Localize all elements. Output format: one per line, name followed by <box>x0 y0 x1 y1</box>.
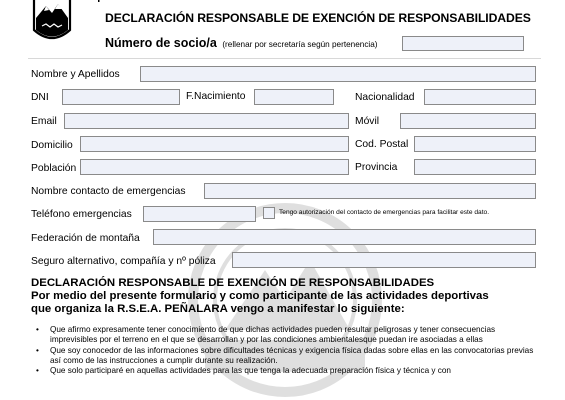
contacto-field[interactable] <box>204 183 536 199</box>
bullet-text: Que soy conocedor de las informaciones sobre dificultades técnicas y exigencia física dadas sobre ellas en las convocatorias previas así como de las instrucciones a cumplir durante su realización. <box>50 345 534 365</box>
bullet-text: Que solo participaré en aquellas actividades para las que tenga la adecuada preparación física y técnica y con <box>50 366 451 376</box>
poblacion-label: Población <box>31 163 77 174</box>
bullet-item: • Que solo participaré en aquellas actividades para las que tenga la adecuada preparación física y técnica y con <box>36 366 451 376</box>
bullet-item: • Que afirmo expresamente tener conocimiento de que dichas actividades pueden resultar peligrosas y tener consecuencias imprevisibles por el terreno en el que se desarrollan y por las condiciones ambientalesque puedan ire asociadas a ellas <box>36 325 496 345</box>
bullet-text: Que afirmo expresamente tener conocimiento de que dichas actividades pueden resultar peligrosas y tener consecuencias imprevisibles por el terreno en el que se desarrollan y por las condiciones ambientalesque puedan ire asociadas a ellas <box>50 325 496 345</box>
federacion-label: Federación de montaña <box>31 233 140 244</box>
nacimiento-label: F.Nacimiento <box>186 91 246 102</box>
domicilio-field[interactable] <box>80 136 349 152</box>
dni-label: DNI <box>31 92 49 103</box>
socio-note: (rellenar por secretaría según pertenencia) <box>222 40 378 49</box>
nacionalidad-label: Nacionalidad <box>355 92 415 103</box>
telefono-field[interactable] <box>143 206 256 222</box>
socio-field[interactable] <box>402 36 524 51</box>
nombre-field[interactable] <box>140 66 536 82</box>
socio-label <box>105 36 378 50</box>
declaration-line-2: Por medio del presente formulario y como participante de las actividades deportivas <box>31 290 489 302</box>
email-field[interactable] <box>64 113 349 129</box>
movil-field[interactable] <box>400 113 536 129</box>
contacto-label: Nombre contacto de emergencias <box>31 186 186 197</box>
provincia-field[interactable] <box>414 159 536 175</box>
document-title: DECLARACIÓN RESPONSABLE DE EXENCIÓN DE RESPONSABILIDADES <box>105 11 531 25</box>
socio-label-text: Número de socio/a <box>105 36 217 50</box>
provincia-label: Provincia <box>355 162 398 173</box>
bullet-item: • Que soy conocedor de las informaciones sobre dificultades técnicas y exigencia física dadas sobre ellas en las convocatorias previas así como de las instrucciones a cumplir durante su realización. <box>36 345 534 365</box>
seguro-field[interactable] <box>232 252 536 268</box>
domicilio-label: Domicilio <box>31 140 73 151</box>
telefono-label: Teléfono emergencias <box>31 209 132 220</box>
declaration-line-1: DECLARACIÓN RESPONSABLE DE EXENCIÓN DE RESPONSABILIDADES <box>31 277 435 289</box>
declaration-heading <box>31 277 489 316</box>
bullet-list <box>36 325 536 376</box>
divider <box>28 58 541 59</box>
federacion-field[interactable] <box>153 229 536 245</box>
cod-postal-field[interactable] <box>414 136 536 152</box>
dni-field[interactable] <box>62 89 180 105</box>
movil-label: Móvil <box>355 116 380 127</box>
seguro-label: Seguro alternativo, compañía y nº póliza <box>31 256 216 267</box>
nacimiento-field[interactable] <box>254 89 334 105</box>
poblacion-field[interactable] <box>80 159 349 175</box>
autorizacion-label: Tengo autorización del contacto de emergencias para facilitar este dato. <box>279 209 490 216</box>
nombre-label: Nombre y Apellidos <box>31 69 120 80</box>
nacionalidad-field[interactable] <box>424 89 536 105</box>
autorizacion-checkbox[interactable] <box>263 207 275 219</box>
email-label: Email <box>31 116 57 127</box>
declaration-line-3: que organiza la R.S.E.A. PEÑALARA vengo a manifestar lo siguiente: <box>31 303 405 315</box>
cod-postal-label: Cod. Postal <box>355 139 409 150</box>
club-logo-icon <box>30 0 102 50</box>
